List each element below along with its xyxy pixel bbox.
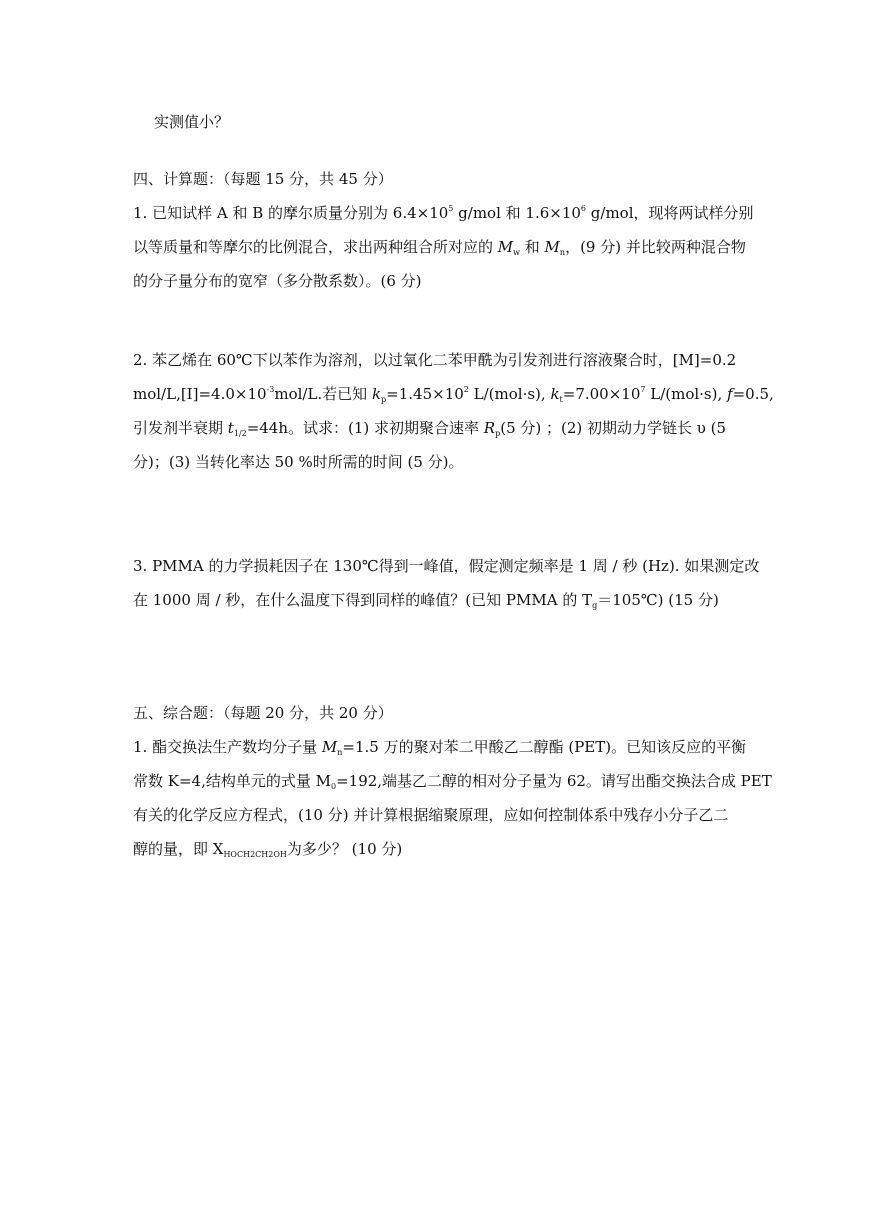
q4-2-line-4: 分)；(3) 当转化率达 50 %时所需的时间 (5 分)。 (133, 453, 464, 471)
q4-3-line-1: 3. PMMA 的力学损耗因子在 130℃得到一峰值，假定测定频率是 1 周 / 秒 (Hz). 如果测定改 (133, 557, 760, 575)
q5-1-line-3: 有关的化学反应方程式，(10 分) 并计算根据缩聚原理，应如何控制体系中残存小分子乙二 (133, 806, 729, 824)
q4-2-line-1: 2. 苯乙烯在 60℃下以苯作为溶剂，以过氧化二苯甲酰为引发剂进行溶液聚合时，[M]=0.2 (133, 351, 737, 369)
q4-1-line-2: 以等质量和等摩尔的比例混合，求出两种组合所对应的 $M_w$ 和 $M_n$，(9 分) 并比较两种混合物 (133, 238, 746, 257)
q4-3-line-2: 在 1000 周 / 秒，在什么温度下得到同样的峰值？(已知 PMMA 的 $T_g=105℃$) (15 分) (133, 591, 719, 610)
q4-1-line-1: 1. 已知试样 A 和 B 的摩尔质量分别为 $6.4\times 10^5$ g/mol 和 $1.6\times 10^6$ g/mol，现将两试样分别 (133, 204, 754, 222)
q4-2-line-3: 引发剂半衰期 $t_{1/2}=44h$。试求：(1) 求初期聚合速率 $R_p(5$ 分) ；(2) 初期动力学链长 υ (5 (133, 419, 727, 438)
q4-2-line-2: mol/$L,[I]=4.0\times 10^{-3}mol/L$.若已知 $k_p=1.45\times 10^2$ L/(mol·s), $k_t=7.00\times 10^7$ L/(mol·s), f=0.5, (133, 385, 774, 404)
q5-1-line-2: 常数 K=4,结构单元的式量 $M_0=192$,端基乙二醇的相对分子量为 62。请写出酯交换法合成 PET (133, 772, 772, 791)
continuation-text: 实测值小？ (154, 113, 230, 131)
section-5-heading: 五、综合题：（每题 20 分，共 20 分） (133, 704, 393, 722)
q4-1-line-3: 的分子量分布的宽窄（多分散系数）。(6 分) (133, 272, 422, 290)
q5-1-line-1: 1. 酯交换法生产数均分子量 $M_n=1.5$ 万的聚对苯二甲酸乙二醇酯 (PET)。已知该反应的平衡 (133, 738, 747, 757)
q5-1-line-4: 醇的量，即 $X_{HOCH2CH2OH}$为多少？ (10 分) (133, 840, 403, 859)
section-4-heading: 四、计算题：（每题 15 分，共 45 分） (133, 170, 393, 188)
